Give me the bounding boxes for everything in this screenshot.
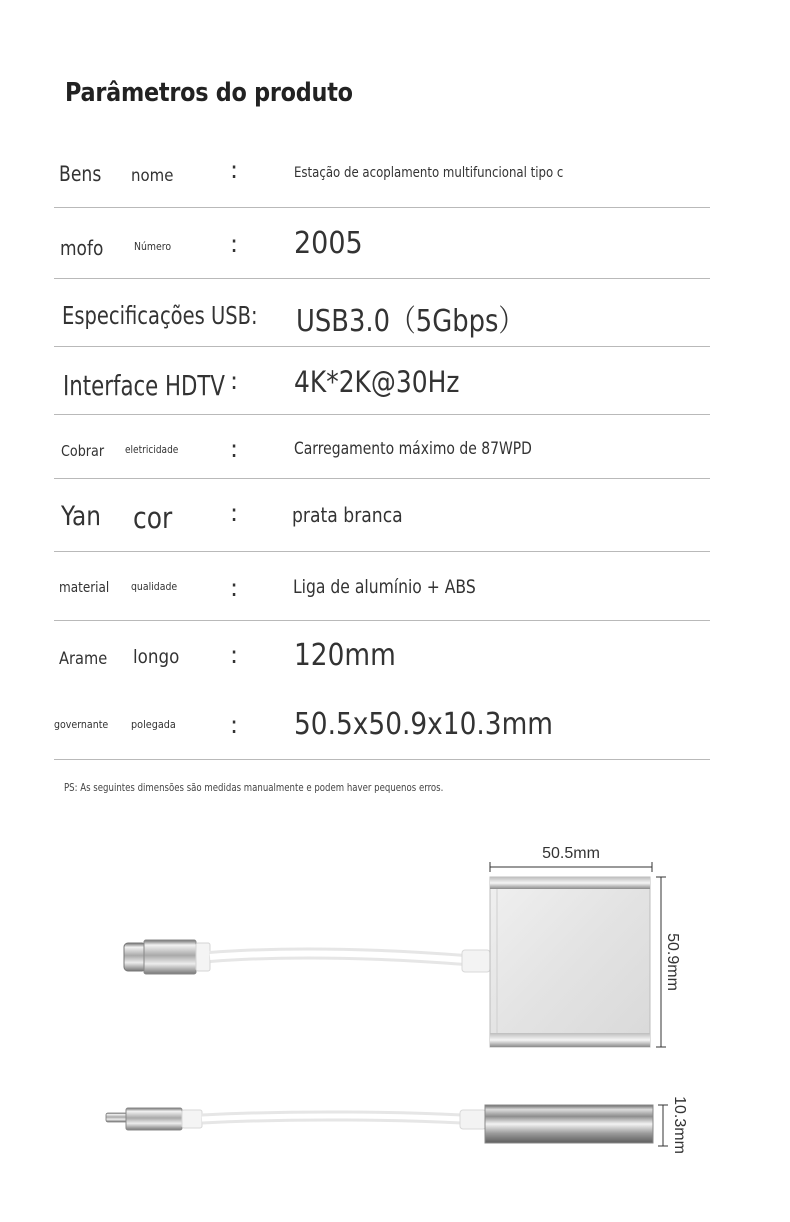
row-colon: : (230, 574, 239, 602)
row-label-a: Interface HDTV (63, 369, 225, 402)
adapter-side-view (106, 1105, 653, 1143)
side-plug-tip (106, 1113, 128, 1122)
row-value: Liga de alumínio + ABS (293, 576, 476, 598)
row-label-a: Especificações USB: (62, 301, 258, 330)
row-label-b: polegada (131, 718, 176, 731)
measurement-note: PS: As seguintes dimensões são medidas manualmente e podem haver pequenos erros. (64, 781, 444, 794)
row-label-b: nome (131, 166, 174, 186)
row-value: USB3.0（5Gbps） (296, 304, 525, 339)
row-colon: : (230, 367, 239, 395)
row-value: 4K*2K@30Hz (294, 365, 460, 399)
row-value: 50.5x50.9x10.3mm (294, 707, 554, 742)
row-value: prata branca (292, 503, 403, 527)
row-label-a: Yan (61, 501, 101, 532)
row-label-a: governante (54, 718, 109, 731)
hub-body (490, 877, 650, 1047)
row-value: 120mm (294, 638, 396, 673)
row-colon: : (230, 711, 239, 739)
side-hub-body (485, 1105, 653, 1143)
row-label-b: longo (133, 646, 180, 668)
height-dimension (656, 877, 681, 1047)
row-label-a: Bens (59, 162, 102, 186)
usb-c-plug-body (144, 940, 196, 974)
hub-strain-relief (462, 950, 490, 972)
row-label-a: mofo (60, 236, 104, 260)
row-value: Carregamento máximo de 87WPD (294, 439, 532, 459)
row-colon: : (230, 230, 239, 258)
row-label-b: cor (133, 501, 173, 535)
usb-c-plug-tip (124, 943, 146, 971)
thickness-label: 10.3mm (671, 1096, 688, 1154)
row-label-a: Arame (59, 649, 108, 669)
row-label-b: Número (134, 240, 172, 253)
row-value: 2005 (294, 226, 363, 261)
row-label-b: qualidade (131, 580, 178, 593)
row-colon: : (230, 499, 239, 527)
row-value: Estação de acoplamento multifuncional tipo c (294, 165, 564, 181)
row-colon: : (230, 435, 239, 463)
row-colon: : (230, 156, 239, 184)
side-plug-body (126, 1108, 182, 1130)
height-label: 50.9mm (664, 933, 681, 991)
row-label-a: material (59, 580, 110, 596)
row-colon: : (230, 641, 239, 669)
thickness-dimension (658, 1096, 688, 1154)
page-title: Parâmetros do produto (65, 78, 353, 108)
row-label-a: Cobrar (61, 442, 105, 460)
width-dimension (490, 845, 652, 872)
row-label-b: eletricidade (125, 443, 179, 456)
width-label: 50.5mm (542, 845, 600, 862)
plug-strain-relief (196, 943, 210, 971)
adapter-top-view (124, 877, 650, 1047)
